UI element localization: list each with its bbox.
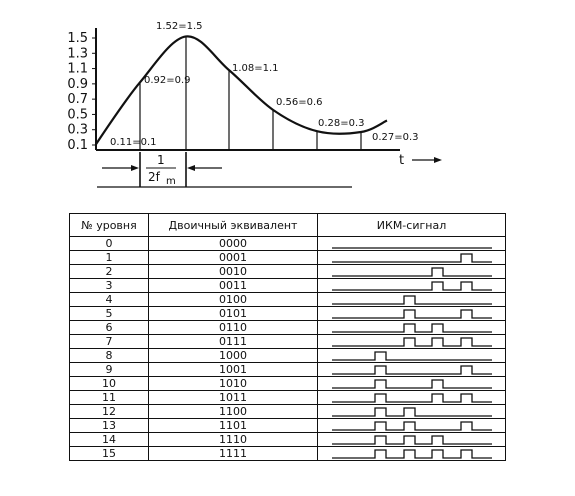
interval-numerator: 1: [157, 153, 165, 167]
level-cell: 4: [70, 293, 149, 307]
table-row: [70, 391, 506, 405]
y-tick-label: 1.3: [67, 46, 88, 62]
pcm-pulse-train: [332, 436, 492, 444]
table-row: [70, 307, 506, 321]
t-arrow-head-icon: [434, 157, 442, 163]
pcm-signal-cell: [318, 237, 506, 251]
pcm-waveform: [332, 391, 492, 404]
pcm-waveform: [332, 237, 492, 250]
level-cell: 6: [70, 321, 149, 335]
pcm-pulse-train: [332, 422, 492, 430]
table-row: [70, 363, 506, 377]
table-header-row: [70, 214, 506, 237]
table-row: [70, 279, 506, 293]
binary-cell: 0101: [149, 307, 318, 321]
pcm-pulse-train: [332, 282, 492, 290]
pcm-signal-cell: [318, 321, 506, 335]
binary-cell: 1101: [149, 419, 318, 433]
sample-value-label: 1.52=1.5: [156, 21, 203, 32]
y-tick-label: 0.3: [67, 122, 88, 138]
pcm-pulse-train: [332, 352, 492, 360]
table-row: [70, 251, 506, 265]
pcm-waveform: [332, 405, 492, 418]
binary-cell: 0100: [149, 293, 318, 307]
sample-value-label: 0.56=0.6: [276, 97, 323, 108]
pcm-pulse-train: [332, 324, 492, 332]
table-row: [70, 321, 506, 335]
header-level: № уровня: [70, 214, 149, 237]
pcm-signal-cell: [318, 349, 506, 363]
pcm-pulse-train: [332, 338, 492, 346]
y-tick-label: 1.1: [67, 61, 88, 77]
level-cell: 11: [70, 391, 149, 405]
table-row: [70, 433, 506, 447]
pcm-waveform: [332, 363, 492, 376]
interval-arrow-right-head-icon: [187, 165, 195, 171]
sample-value-label: 0.27=0.3: [372, 132, 419, 143]
sample-value-label: 0.28=0.3: [318, 118, 365, 129]
pcm-pulse-train: [332, 366, 492, 374]
pcm-waveform: [332, 419, 492, 432]
pcm-pulse-train: [332, 296, 492, 304]
binary-cell: 0011: [149, 279, 318, 293]
pcm-signal-cell: [318, 405, 506, 419]
level-cell: 14: [70, 433, 149, 447]
pcm-signal-cell: [318, 419, 506, 433]
level-cell: 10: [70, 377, 149, 391]
level-cell: 5: [70, 307, 149, 321]
pcm-pulse-train: [332, 380, 492, 388]
t-axis-label: t: [399, 153, 405, 168]
pcm-pulse-train: [332, 268, 492, 276]
pcm-signal-cell: [318, 279, 506, 293]
header-binary: Двоичный эквивалент: [149, 214, 318, 237]
level-cell: 9: [70, 363, 149, 377]
binary-cell: 1000: [149, 349, 318, 363]
level-cell: 12: [70, 405, 149, 419]
sample-value-label: 0.92=0.9: [144, 75, 191, 86]
binary-cell: 1011: [149, 391, 318, 405]
pcm-signal-cell: [318, 363, 506, 377]
pcm-waveform: [332, 293, 492, 306]
pcm-pulse-train: [332, 310, 492, 318]
level-cell: 0: [70, 237, 149, 251]
pcm-waveform: [332, 433, 492, 446]
sampling-diagram: [0, 0, 575, 205]
y-tick-label: 1.5: [67, 31, 88, 46]
table-row: [70, 405, 506, 419]
y-axis-tick-labels: [67, 31, 96, 153]
y-tick-label: 0.7: [67, 92, 88, 108]
header-pcm: ИКМ-сигнал: [318, 214, 506, 237]
binary-cell: 0110: [149, 321, 318, 335]
pcm-waveform: [332, 335, 492, 348]
pcm-pulse-train: [332, 450, 492, 458]
level-cell: 15: [70, 447, 149, 461]
interval-denominator: 2f: [148, 170, 160, 184]
pcm-table: [69, 213, 506, 461]
pcm-waveform: [332, 307, 492, 320]
level-cell: 13: [70, 419, 149, 433]
binary-cell: 0001: [149, 251, 318, 265]
table-row: [70, 237, 506, 251]
binary-cell: 0000: [149, 237, 318, 251]
interval-denominator-subscript: m: [166, 176, 176, 187]
sample-value-label: 0.11=0.1: [110, 137, 157, 148]
pcm-signal-cell: [318, 307, 506, 321]
binary-cell: 0111: [149, 335, 318, 349]
binary-cell: 1110: [149, 433, 318, 447]
pcm-signal-cell: [318, 335, 506, 349]
binary-cell: 1010: [149, 377, 318, 391]
pcm-waveform: [332, 447, 492, 460]
level-cell: 1: [70, 251, 149, 265]
pcm-signal-cell: [318, 293, 506, 307]
interval-arrow-left-head-icon: [131, 165, 139, 171]
sample-value-label: 1.08=1.1: [232, 63, 279, 74]
pcm-signal-cell: [318, 251, 506, 265]
pcm-waveform: [332, 251, 492, 264]
table-row: [70, 335, 506, 349]
table-row: [70, 293, 506, 307]
table-row: [70, 447, 506, 461]
table-row: [70, 419, 506, 433]
binary-cell: 1100: [149, 405, 318, 419]
table-row: [70, 349, 506, 363]
pcm-pulse-train: [332, 394, 492, 402]
pcm-signal-cell: [318, 377, 506, 391]
pcm-signal-cell: [318, 447, 506, 461]
pcm-signal-cell: [318, 391, 506, 405]
level-cell: 7: [70, 335, 149, 349]
y-tick-label: 0.1: [67, 138, 88, 153]
table-row: [70, 265, 506, 279]
pcm-waveform: [332, 349, 492, 362]
pcm-pulse-train: [332, 408, 492, 416]
pcm-waveform: [332, 377, 492, 390]
pcm-waveform: [332, 321, 492, 334]
pcm-signal-cell: [318, 433, 506, 447]
pcm-waveform: [332, 265, 492, 278]
binary-cell: 1001: [149, 363, 318, 377]
level-cell: 2: [70, 265, 149, 279]
pcm-signal-cell: [318, 265, 506, 279]
binary-cell: 0010: [149, 265, 318, 279]
pcm-waveform: [332, 279, 492, 292]
y-tick-label: 0.5: [67, 107, 88, 123]
level-cell: 8: [70, 349, 149, 363]
y-tick-label: 0.9: [67, 76, 88, 92]
binary-cell: 1111: [149, 447, 318, 461]
table-row: [70, 377, 506, 391]
level-cell: 3: [70, 279, 149, 293]
pcm-pulse-train: [332, 254, 492, 262]
